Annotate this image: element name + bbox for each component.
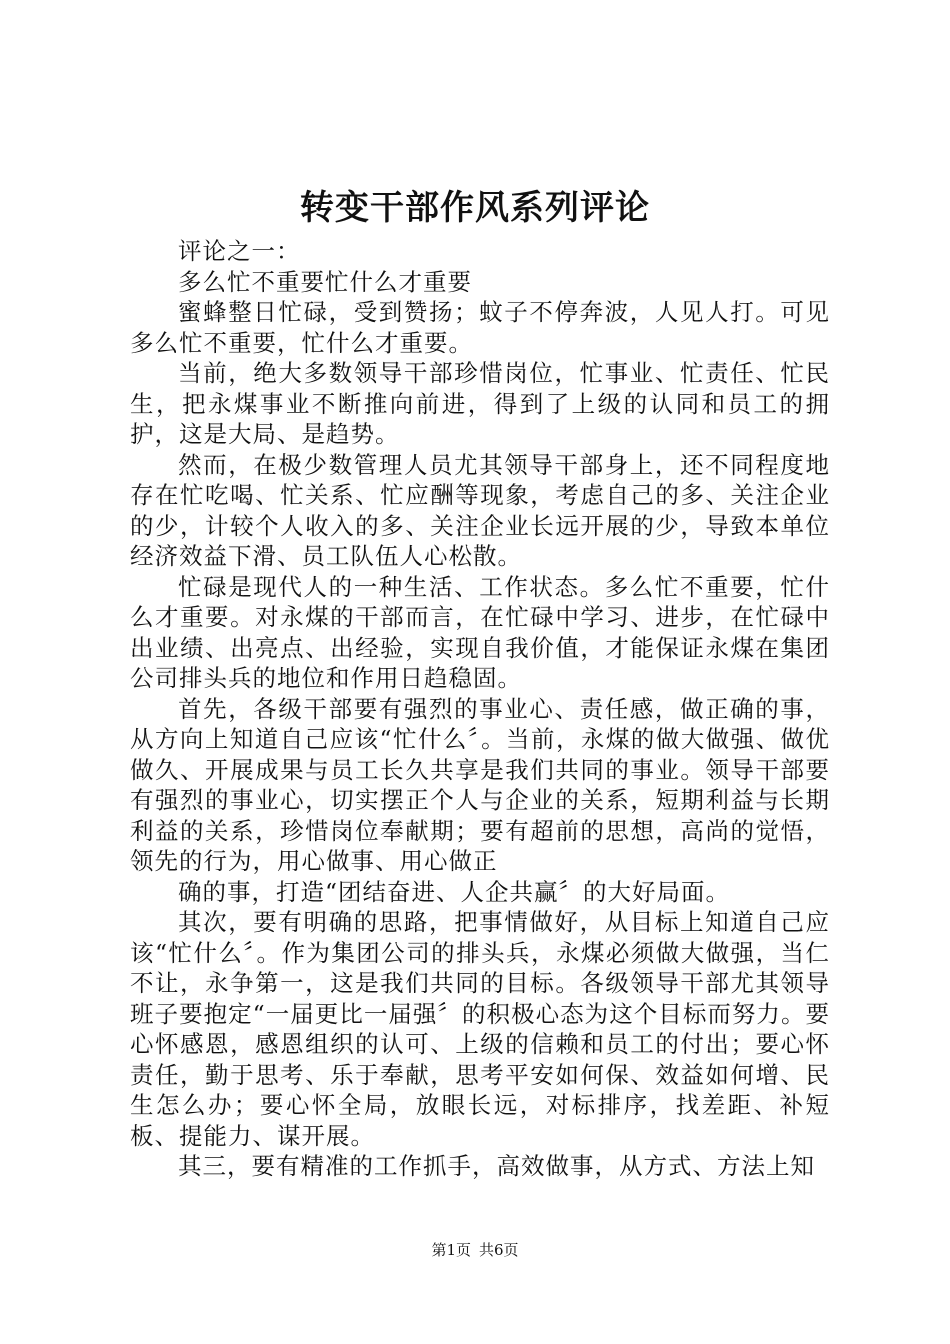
paragraph: 多么忙不重要忙什么才重要 (178, 267, 472, 296)
page-footer (0, 1240, 950, 1260)
paragraph: 确的事，打造“团结奋进、人企共赢〞的大好局面。 (178, 877, 731, 906)
paragraph: 其次，要有明确的思路，把事情做好，从目标上知道自己应该“忙什么〞。作为集团公司的排头兵，永煤必须做大做强，当仁不让，永争第一，这是我们共同的目标。各级领导干部尤其领导班子要抱定“一届更比一届强〞的积极心态为这个目标而努力。要心怀感恩，感恩组织的认可、上级的信赖和员工的付出；要心怀责任，勤于思考、乐于奉献，思考平安如何保、效益如何增、民生怎么办；要心怀全局，放眼长远，对标排序，找差距、补短板、提能力、谋开展。 (130, 908, 830, 1150)
page-number: 第1页 (431, 1241, 471, 1259)
document-title: 转变干部作风系列评论 (300, 188, 650, 228)
paragraph: 忙碌是现代人的一种生活、工作状态。多么忙不重要，忙什么才重要。对永煤的干部而言，在忙碌中学习、进步，在忙碌中出业绩、出亮点、出经验，实现自我价值，才能保证永煤在集团公司排头兵的地位和作用日趋稳固。 (130, 572, 830, 692)
page-total: 共6页 (479, 1241, 519, 1259)
paragraph: 评论之一： (178, 237, 301, 265)
paragraph: 蜜蜂整日忙碌，受到赞扬；蚊子不停奔波，人见人打。可见多么忙不重要，忙什么才重要。 (130, 298, 830, 357)
document-body (130, 236, 830, 1182)
paragraph: 其三，要有精准的工作抓手，高效做事，从方式、方法上知 (178, 1152, 815, 1180)
paragraph: 首先，各级干部要有强烈的事业心、责任感，做正确的事，从方向上知道自己应该“忙什么〞。当前，永煤的做大做强、做优做久、开展成果与员工长久共享是我们共同的事业。领导干部要有强烈的事业心，切实摆正个人与企业的关系，短期利益与长期利益的关系，珍惜岗位奉献期；要有超前的思想，高尚的觉悟，领先的行为，用心做事、用心做正 (130, 694, 830, 875)
paragraph: 然而，在极少数管理人员尤其领导干部身上，还不同程度地存在忙吃喝、忙关系、忙应酬等现象，考虑自己的多、关注企业的少，计较个人收入的多、关注企业长远开展的少，导致本单位经济效益下滑、员工队伍人心松散。 (130, 450, 830, 570)
paragraph: 当前，绝大多数领导干部珍惜岗位，忙事业、忙责任、忙民生，把永煤事业不断推向前进，得到了上级的认同和员工的拥护，这是大局、是趋势。 (130, 359, 830, 448)
